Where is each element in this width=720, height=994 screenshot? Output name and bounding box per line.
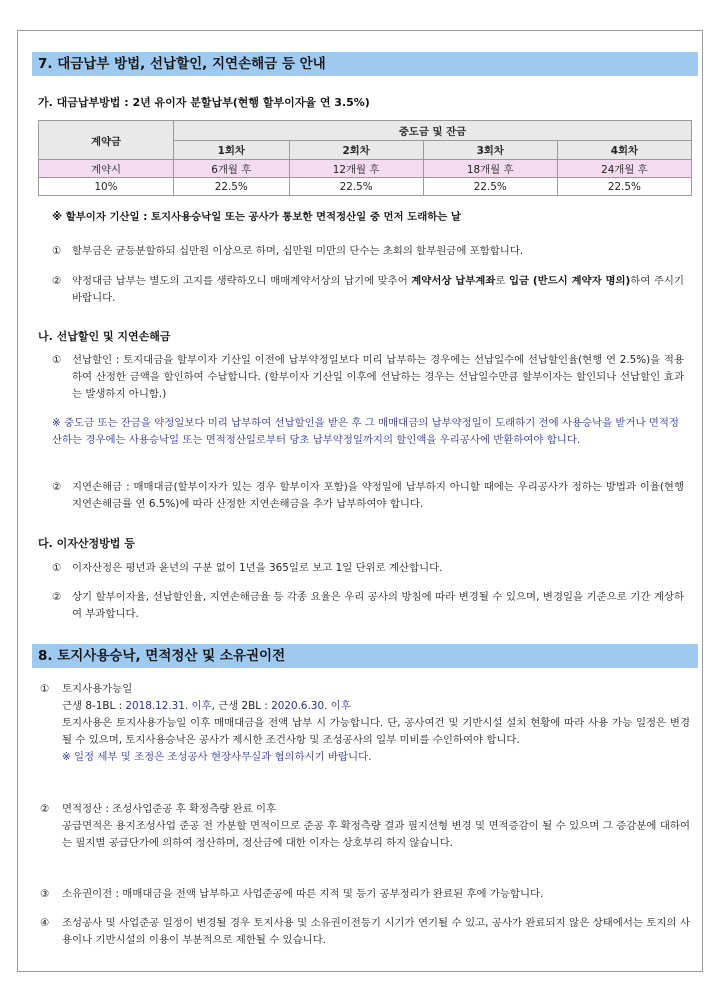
paragraph-1 xyxy=(52,243,684,260)
installment-header: 2회차 xyxy=(289,140,423,160)
item-body: 소유권이전 : 매매대금을 전액 납부하고 사업준공에 따른 지적 및 등기 공부정리가 완료된 후에 가능합니다. xyxy=(62,888,544,900)
item-body: 토지사용은 토지사용가능일 이후 매매대금을 전액 납부 시 가능합니다. 단, 공사여건 및 기반시설 설치 현황에 따라 사용 가능 일정은 변경될 수 있으며, 토지사용승낙은 공사가 제시한 조건사항 및 조성공사의 일부 미비를 수인하여야 합니다. xyxy=(62,717,690,746)
subsection-a-title: 가. 대금납부방법 : 2년 유이자 분할납부(현행 할부이자율 연 3.5%) xyxy=(38,96,370,109)
timing-cell: 6개월 후 xyxy=(174,160,290,178)
circled-number: ③ xyxy=(40,888,50,900)
section-7-title: 7. 대금납부 방법, 선납할인, 지연손해금 등 안내 xyxy=(32,52,698,76)
rate-change-paragraph xyxy=(52,589,684,623)
schedule-note: ※ 일정 세부 및 조정은 조성공사 현장사무실과 협의하시기 바랍니다. xyxy=(62,751,372,763)
paragraph-text: 이자산정은 평년과 윤년의 구분 없이 1년을 365일로 보고 1일 단위로 계산합니다. xyxy=(72,562,443,574)
ratio-cell: 22.5% xyxy=(289,178,423,196)
lot-label: 근생 8-1BL : xyxy=(62,700,126,712)
circled-number: ① xyxy=(40,683,50,695)
mid-balance-header: 중도금 및 잔금 xyxy=(174,121,692,141)
payment-schedule-table xyxy=(38,120,692,196)
circled-number: ② xyxy=(52,275,62,287)
schedule-change-item xyxy=(40,915,690,949)
circled-number: ② xyxy=(52,591,62,603)
timing-cell: 12개월 후 xyxy=(289,160,423,178)
circled-number: ② xyxy=(52,481,62,493)
late-fee-paragraph xyxy=(52,479,684,513)
installment-header: 1회차 xyxy=(174,140,290,160)
item-body: 공급면적은 용지조성사업 준공 전 가분할 면적이므로 준공 후 확정측량 결과 필지선형 변경 및 면적증감이 될 수 있으며 그 증감분에 대하여는 필지별 공급단가에 의하여 정산하며, 정산금에 대한 이자는 상호부리 하지 않습니다. xyxy=(62,820,690,849)
circled-number: ④ xyxy=(40,917,50,929)
lot-date: 2018.12.31. 이후 xyxy=(125,700,212,712)
item-body: 조성공사 및 사업준공 일정이 변경될 경우 토지사용 및 소유권이전등기 시기가 연기될 수 있고, 공사가 완료되지 않은 상태에서는 토지의 사용이나 기반시설의 이용이 부분적으로 제한될 수 있습니다. xyxy=(62,917,690,946)
ownership-transfer-item xyxy=(40,886,690,903)
paragraph-text: 지연손해금 : 매매대금(할부이자가 있는 경우 할부이자 포함)을 약정일에 납부하지 아니할 때에는 우리공사가 정하는 방법과 이율(현행 지연손해금률 연 6.5%)에 따라 산정한 지연손해금을 추가 납부하여야 합니다. xyxy=(72,481,684,510)
interest-calc-paragraph xyxy=(52,560,684,577)
ratio-cell: 10% xyxy=(39,178,174,196)
paragraph-2 xyxy=(52,273,684,307)
paragraph-text: 상기 할부이자율, 선납할인율, 지연손해금율 등 각종 요율은 우리 공사의 방침에 따라 변경될 수 있으며, 변경일을 기준으로 기간 계상하여 부과합니다. xyxy=(72,591,684,620)
subsection-c-title: 다. 이자산정방법 등 xyxy=(38,537,135,550)
land-use-dates xyxy=(62,698,690,715)
ratio-cell: 22.5% xyxy=(557,178,691,196)
paragraph-text: 할부금은 균등분할하되 십만원 이상으로 하며, 십만원 미만의 단수는 초회의 할부원금에 포함합니다. xyxy=(72,245,524,257)
timing-cell: 24개월 후 xyxy=(557,160,691,178)
lot-label: , 근생 2BL : xyxy=(211,700,272,712)
timing-cell: 계약시 xyxy=(39,160,174,178)
land-use-date-item xyxy=(40,681,690,766)
paragraph-text xyxy=(72,273,684,307)
ratio-cell: 22.5% xyxy=(423,178,557,196)
lot-date: 2020.6.30. 이후 xyxy=(271,700,351,712)
text-span: 로 xyxy=(495,275,509,287)
paragraph-text: 선납할인 : 토지대금을 할부이자 기산일 이전에 납부약정일보다 미리 납부하는 경우에는 선납일수에 선납할인율(현행 연 2.5%)을 적용하여 산정한 금액을 할인하여 수납합니다. (할부이자 기산일 이후에 선납하는 경우는 선납일수만큼 할부이자는 할인되나 선납할인 효과는 발생하지 아니함.) xyxy=(72,354,684,400)
prepayment-refund-note: ※ 중도금 또는 잔금을 약정일보다 미리 납부하여 선납할인을 받은 후 그 매매대금의 납부약정일이 도래하기 전에 사용승낙을 받거나 면적정산하는 경우에는 사용승낙일 또는 면적정산일로부터 당초 납부약정일까지의 할인액을 우리공사에 반환하여야 합니다. xyxy=(52,417,679,446)
prepayment-discount-paragraph xyxy=(52,352,684,403)
account-emphasis: 계약서상 납부계좌 xyxy=(411,275,496,287)
circled-number: ② xyxy=(40,803,50,815)
ratio-cell: 22.5% xyxy=(174,178,290,196)
text-span: 하여 주시기 바랍니다. xyxy=(72,275,684,304)
timing-cell: 18개월 후 xyxy=(423,160,557,178)
item-title: 토지사용가능일 xyxy=(62,683,133,695)
circled-number: ① xyxy=(52,354,62,366)
area-settlement-item xyxy=(40,801,690,852)
installment-header: 3회차 xyxy=(423,140,557,160)
deposit-emphasis: 입금 (반드시 계약자 명의) xyxy=(508,275,631,287)
section-8-title: 8. 토지사용승낙, 면적정산 및 소유권이전 xyxy=(32,644,698,668)
contract-deposit-header: 계약금 xyxy=(39,121,174,160)
text-span: 약정대금 납부는 별도의 고지를 생략하오니 매매계약서상의 납기에 맞추어 xyxy=(72,275,412,287)
subsection-b-title: 나. 선납할인 및 지연손해금 xyxy=(38,330,171,343)
circled-number: ① xyxy=(52,562,62,574)
item-title: 면적정산 : 조성사업준공 후 확정측량 완료 이후 xyxy=(62,803,277,815)
installment-header: 4회차 xyxy=(557,140,691,160)
circled-number: ① xyxy=(52,245,62,257)
installment-interest-note: ※ 할부이자 기산일 : 토지사용승낙일 또는 공사가 통보한 면적정산일 중 먼저 도래하는 날 xyxy=(52,211,461,223)
